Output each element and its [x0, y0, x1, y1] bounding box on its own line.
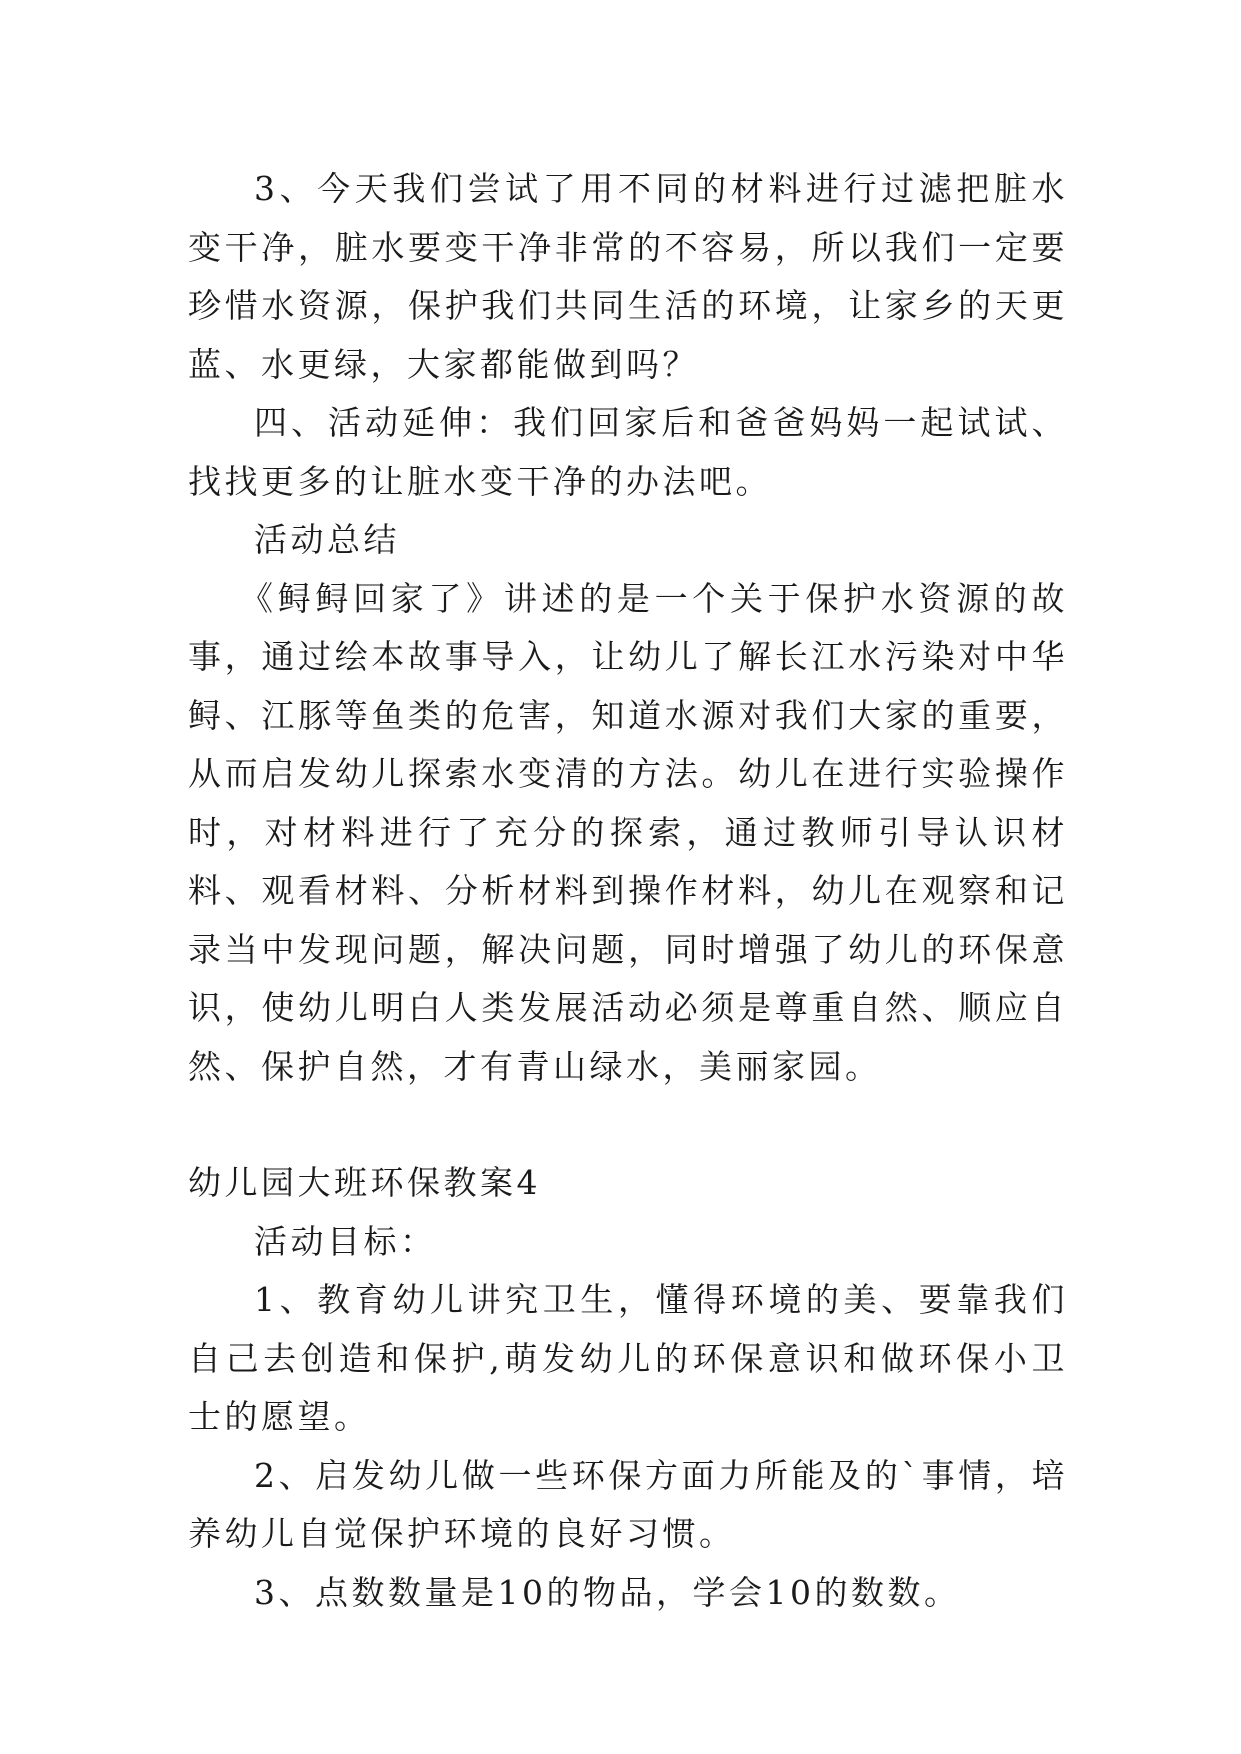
paragraph-filtering-summary: 3、今天我们尝试了用不同的材料进行过滤把脏水变干净，脏水要变干净非常的不容易，所以我们一定要珍惜水资源，保护我们共同生活的环境，让家乡的天更蓝、水更绿，大家都能做到吗？	[188, 169, 1068, 384]
paragraph-goal-1: 1、教育幼儿讲究卫生，懂得环境的美、要靠我们自己去创造和保护,萌发幼儿的环保意识和做环保小卫士的愿望。	[188, 1280, 1068, 1436]
section-heading: 幼儿园大班环保教案4	[188, 1163, 541, 1202]
paragraph-goal-3: 3、点数数量是10的物品，学会10的数数。	[254, 1572, 961, 1612]
section-gap	[188, 1096, 1068, 1154]
heading-activity-summary: 活动总结	[254, 520, 400, 559]
paragraph-goal-2: 2、启发幼儿做一些环保方面力所能及的`事情，培养幼儿自觉保护环境的良好习惯。	[188, 1455, 1068, 1553]
heading-activity-goals: 活动目标：	[254, 1221, 437, 1261]
document-page	[188, 160, 1068, 1622]
paragraph-activity-extension: 四、活动延伸：我们回家后和爸爸妈妈一起试试、找找更多的让脏水变干净的办法吧。	[188, 403, 1068, 501]
paragraph-summary-body: 《鲟鲟回家了》讲述的是一个关于保护水资源的故事，通过绘本故事导入，让幼儿了解长江水污染对中华鲟、江豚等鱼类的危害，知道水源对我们大家的重要，从而启发幼儿探索水变清的方法。幼儿在进行实验操作时，对材料进行了充分的探索，通过教师引导认识材料、观看材料、分析材料到操作材料，幼儿在观察和记录当中发现问题，解决问题，同时增强了幼儿的环保意识，使幼儿明白人类发展活动必须是尊重自然、顺应自然、保护自然，才有青山绿水，美丽家园。	[188, 578, 1068, 1086]
